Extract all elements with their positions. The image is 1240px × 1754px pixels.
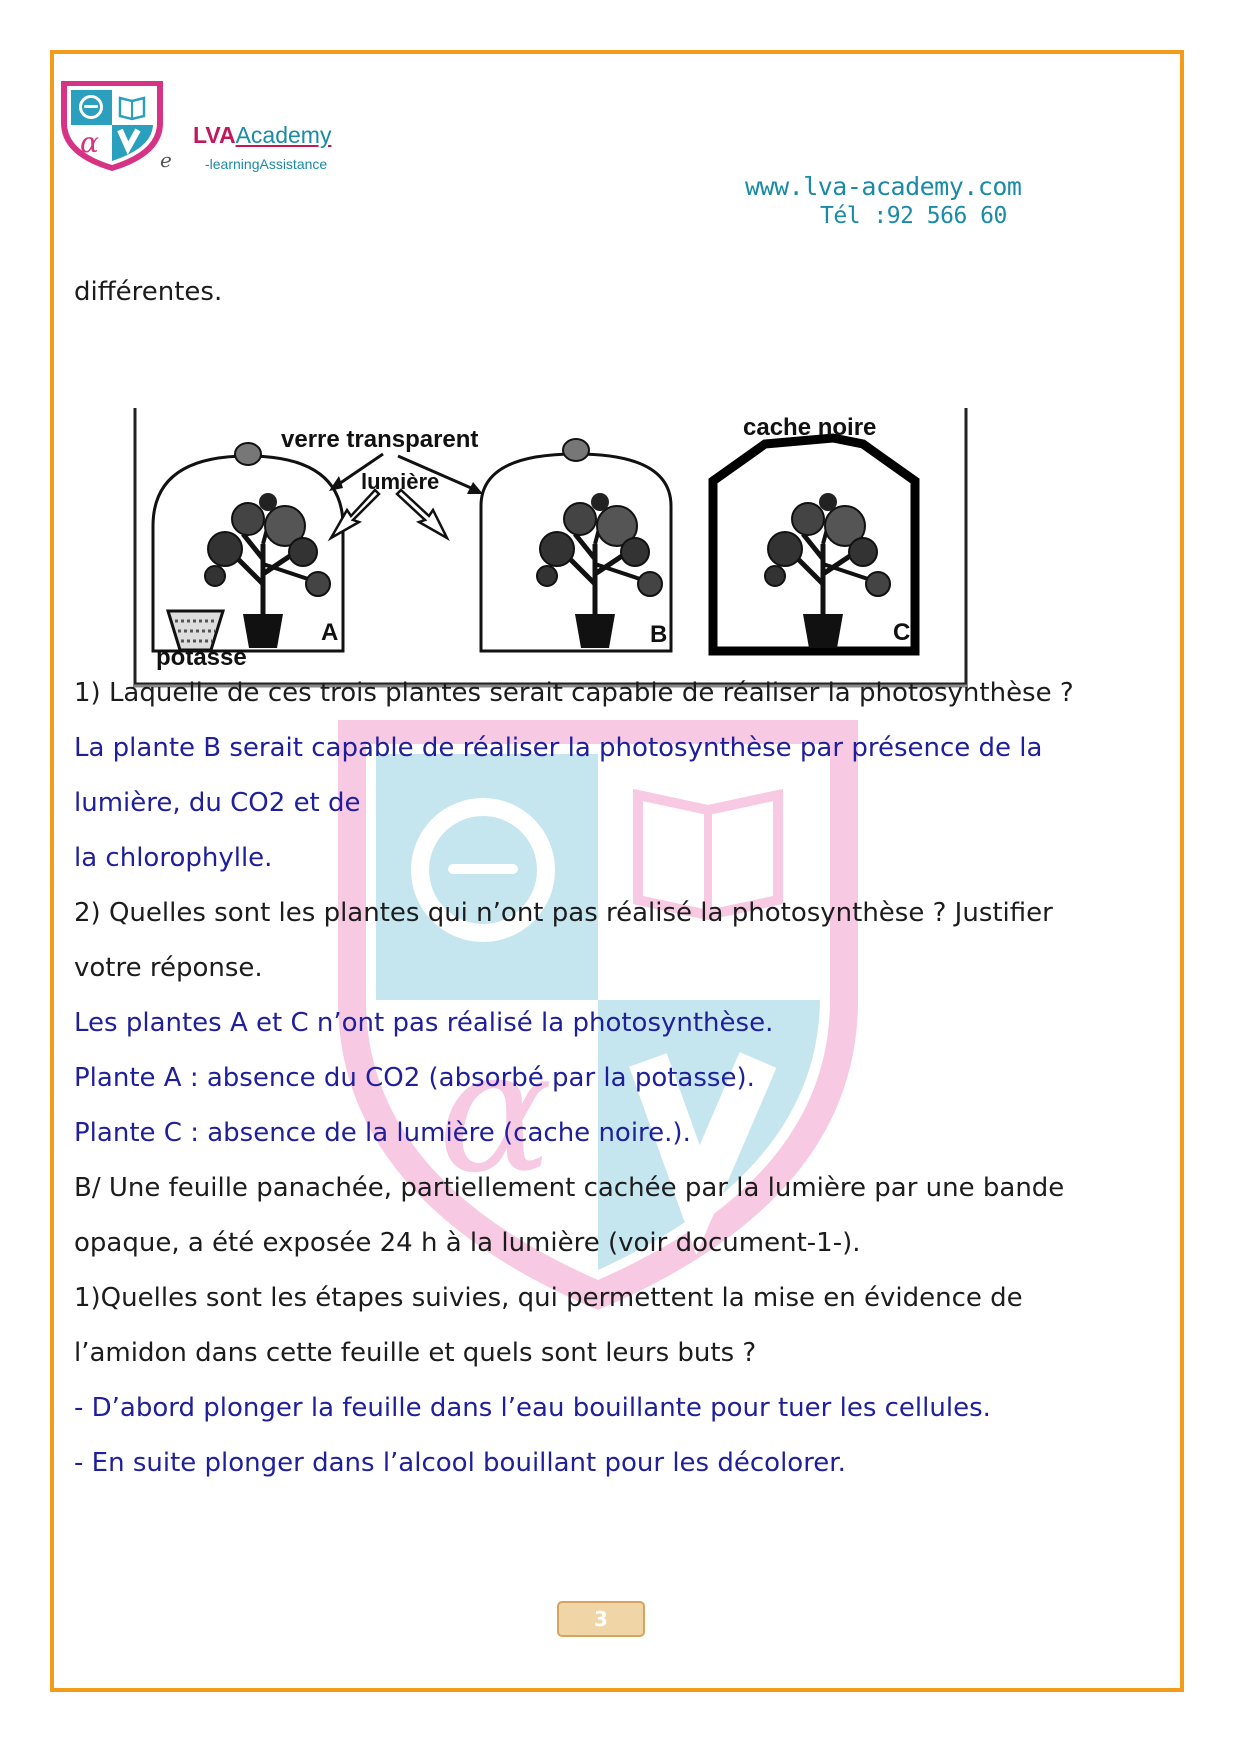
answer-line: Plante C : absence de la lumière (cache noire.). [74,1118,691,1148]
answer-line: - D’abord plonger la feuille dans l’eau bouillante pour tuer les cellules. [74,1393,991,1423]
logo-script-e: e [160,148,172,172]
brand-name: LVAAcademy [193,122,332,148]
brand-tagline: -learningAssistance [205,156,328,172]
phone-number: Tél :92 566 60 [820,203,1007,229]
text-line: votre réponse. [74,953,263,983]
label-potash: potasse [156,644,247,671]
answer-line: - En suite plonger dans l’alcool bouillant pour les décolorer. [74,1448,846,1478]
svg-text:α: α [80,126,99,159]
answer-line: La plante B serait capable de réaliser la photosynthèse par présence de la [74,733,1043,763]
text-line: 2) Quelles sont les plantes qui n’ont pas réalisé la photosynthèse ? Justifier [74,898,1053,928]
text-line: B/ Une feuille panachée, partiellement cachée par la lumière par une bande [74,1173,1065,1203]
label-plant-c: C [893,619,911,646]
answer-line: Plante A : absence du CO2 (absorbé par la potasse). [74,1063,755,1093]
text-line: 1) Laquelle de ces trois plantes serait capable de réaliser la photosynthèse ? [74,678,1074,708]
label-light: lumière [361,469,440,494]
label-plant-a: A [321,619,339,646]
label-cover: cache noire [743,414,877,441]
text-line: l’amidon dans cette feuille et quels sont leurs buts ? [74,1338,757,1368]
text-line: opaque, a été exposée 24 h à la lumière (voir document-1-). [74,1228,861,1258]
website-link[interactable]: www.lva-academy.com [745,172,1022,201]
answer-line: la chlorophylle. [74,843,273,873]
text-line: 1)Quelles sont les étapes suivies, qui permettent la mise en évidence de [74,1283,1023,1313]
page-number: 3 [557,1601,645,1637]
lva-academy-logo-icon [58,78,166,173]
document-body [74,276,1134,1491]
svg-text:α: α [438,1013,553,1211]
answer-line: Les plantes A et C n’ont pas réalisé la photosynthèse. [74,1008,774,1038]
label-glass: verre transparent [281,426,479,453]
answer-line: lumière, du CO2 et de [74,788,361,818]
label-plant-b: B [650,621,668,648]
text-line: différentes. [74,277,223,307]
